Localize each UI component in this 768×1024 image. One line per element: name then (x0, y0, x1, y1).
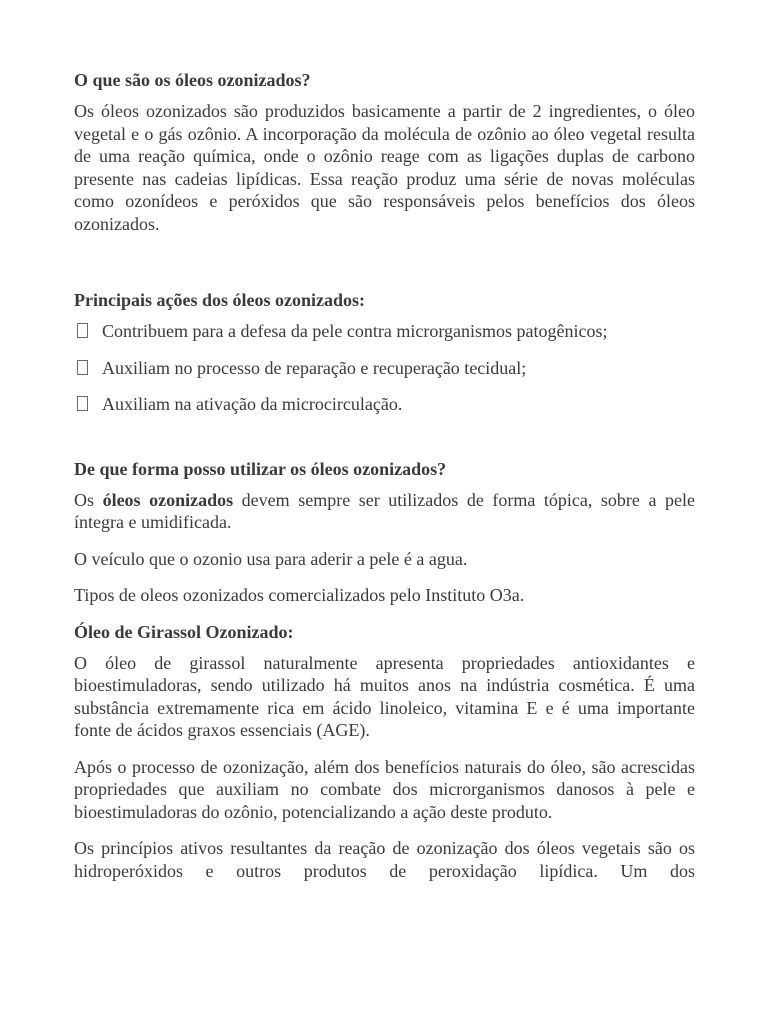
document-page (74, 60, 695, 896)
sunflower-paragraph-2: Após o processo de ozonização, além dos benefícios naturais do óleo, são acrescidas propriedades que auxiliam no combate dos microrganismos danosos à pele e bioestimuladoras do ozônio, potencializando a ação deste produto. (74, 756, 695, 822)
section-heading-main-actions: Principais ações dos óleos ozonizados: (74, 290, 365, 310)
list-item (74, 320, 695, 343)
bullet-box-icon (77, 323, 88, 338)
section-heading-how-to-use: De que forma posso utilizar os óleos ozonizados? (74, 458, 447, 479)
list-item (74, 357, 695, 380)
usage-paragraph (74, 489, 695, 534)
usage-suffix: devem sempre ser utilizados de forma tópica, sobre a pele íntegra e umidificada. (74, 489, 695, 532)
list-item-text: Auxiliam na ativação da microcirculação. (102, 394, 403, 414)
usage-bold-term: óleos ozonizados (102, 489, 234, 510)
bullet-box-icon (77, 396, 88, 411)
list-item (74, 393, 695, 416)
sunflower-paragraph-3: Os princípios ativos resultantes da reação de ozonização dos óleos vegetais são os hidroperóxidos e outros produtos de peroxidação lipídica. Um dos (74, 838, 695, 881)
list-item-text: Contribuem para a defesa da pele contra microrganismos patogênicos; (102, 321, 608, 341)
bullet-box-icon (77, 360, 88, 375)
sunflower-paragraph-1: O óleo de girassol naturalmente apresenta propriedades antioxidantes e bioestimuladoras, sendo utilizado há muitos anos na indústria cosmética. É uma substância extremamente rica em ácido linoleico, vitamina E e é uma importante fonte de ácidos graxos essenciais (AGE). (74, 652, 695, 740)
intro-paragraph: Os óleos ozonizados são produzidos basicamente a partir de 2 ingredientes, o óleo vegetal e o gás ozônio. A incorporação da molécula de ozônio ao óleo vegetal resulta de uma reação química, onde o ozônio reage com as ligações duplas de carbono presente nas cadeias lipídicas. Essa reação produz uma série de novas moléculas como ozonídeos e peróxidos que são responsáveis pelos benefícios dos óleos ozonizados. (74, 101, 695, 234)
section-spacer (74, 430, 695, 458)
actions-list (74, 320, 695, 416)
section-heading-what-are: O que são os óleos ozonizados? (74, 70, 311, 90)
list-item-text: Auxiliam no processo de reparação e recuperação tecidual; (102, 357, 527, 378)
section-spacer (74, 249, 695, 289)
section-heading-sunflower-oil: Óleo de Girassol Ozonizado: (74, 621, 294, 642)
types-paragraph: Tipos de oleos ozonizados comercializados pelo Instituto O3a. (74, 585, 525, 605)
vehicle-paragraph: O veículo que o ozonio usa para aderir a pele é a agua. (74, 548, 468, 569)
usage-prefix: Os (74, 489, 103, 510)
